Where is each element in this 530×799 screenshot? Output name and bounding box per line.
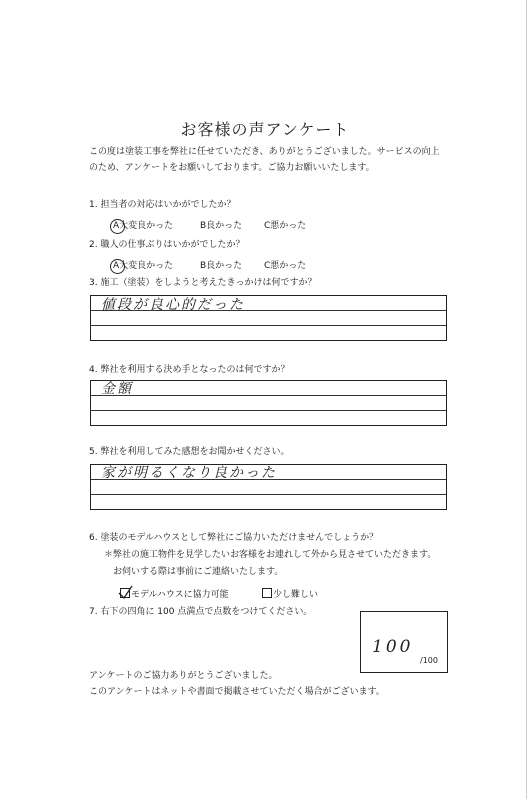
q6-option-difficult[interactable]	[262, 588, 318, 601]
q2-option-b[interactable]: B良かった	[200, 261, 243, 271]
q6-note-1: ＊弊社の施工物件を見学したいお客様をお連れして外から見させていただきます。	[104, 550, 437, 560]
intro-line-2: のため、アンケートをお願いしております。ご協力お願いいたします。	[89, 163, 375, 173]
question-7: 7. 右下の四角に 100 点満点で点数をつけてください。	[89, 607, 313, 617]
q6-note-2: お伺いする際は事前にご連絡いたします。	[113, 567, 284, 577]
survey-title: お客様の声アンケート	[180, 120, 350, 139]
question-3: 3. 施工（塗装）をしようと考えたきっかけは何ですか？	[89, 278, 317, 288]
question-4: 4. 弊社を利用する決め手となったのは何ですか？	[89, 365, 290, 375]
q6-option-cooperate-label: モデルハウスに協力可能	[131, 590, 229, 600]
q2-option-c[interactable]: C悪かった	[264, 261, 307, 271]
intro-line-1: この度は塗装工事を弊社に任せていただき、ありがとうございました。サービスの向上	[89, 147, 440, 157]
q6-option-difficult-label: 少し難しい	[273, 590, 319, 600]
checkbox-unchecked[interactable]	[262, 588, 272, 598]
q6-option-cooperate[interactable]	[120, 588, 229, 601]
check-mark-icon	[116, 584, 134, 602]
answer-box-4[interactable]	[90, 380, 447, 426]
q1-option-a[interactable]: A大変良かった	[113, 221, 174, 231]
q1-option-c[interactable]: C悪かった	[264, 221, 307, 231]
question-2: 2. 職人の仕事ぶりはいかがでしたか？	[89, 240, 245, 250]
question-5: 5. 弊社を利用してみた感想をお聞かせください。	[89, 447, 290, 457]
score-handwriting: 100	[372, 637, 414, 657]
score-max: /100	[420, 656, 438, 665]
question-1: 1. 担当者の対応はいかがでしたか？	[89, 200, 236, 210]
closing-line-2: このアンケートはネットや書面で掲載させていただく場合がございます。	[89, 687, 385, 697]
question-6: 6. 塗装のモデルハウスとして弊社にご協力いただけませんでしょうか？	[89, 533, 379, 543]
q2-option-a[interactable]: A大変良かった	[113, 261, 174, 271]
answer-4-handwriting: 金額	[101, 381, 133, 397]
answer-3-handwriting: 値段が良心的だった	[101, 297, 245, 313]
answer-5-handwriting: 家が明るくなり良かった	[101, 465, 277, 481]
closing-line-1: アンケートのご協力ありがとうございました。	[89, 671, 278, 681]
q1-option-b[interactable]: B良かった	[200, 221, 243, 231]
